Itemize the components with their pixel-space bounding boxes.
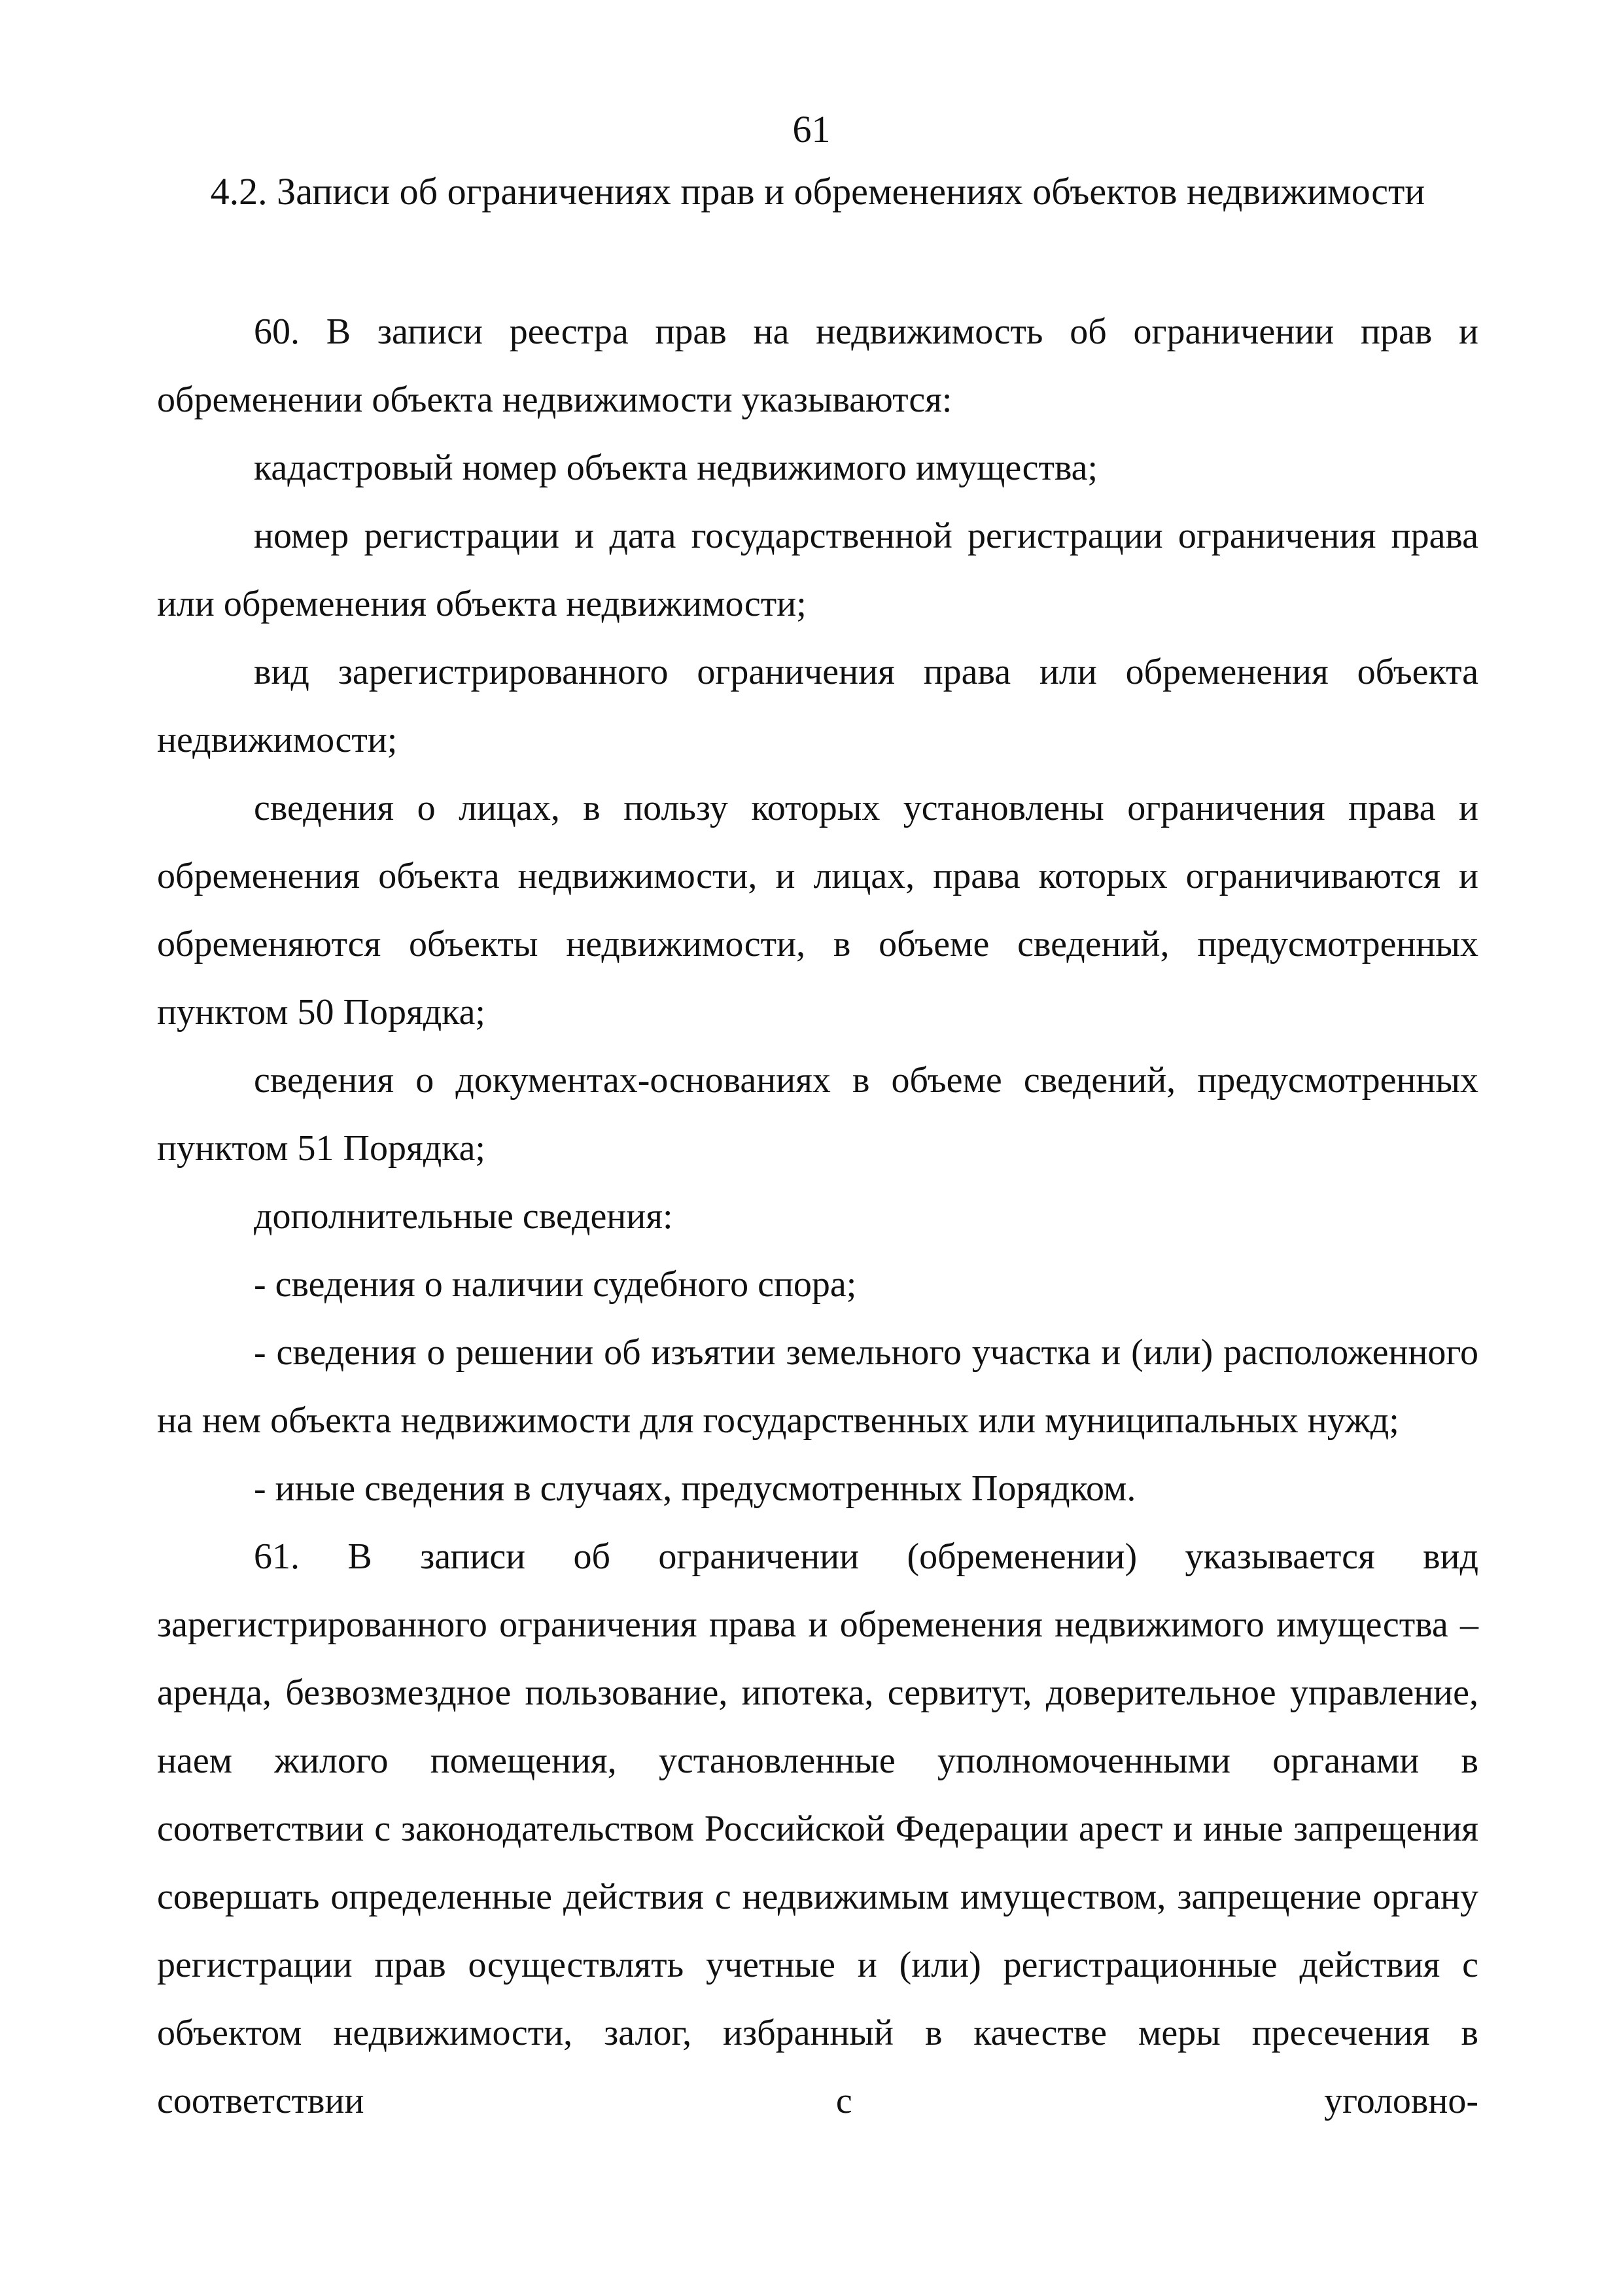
list-item: сведения о документах-основаниях в объеме сведений, предусмотренных пунктом 51 Порядка; — [157, 1060, 1478, 1169]
paragraph-61: 61. В записи об ограничении (обременении) указывается вид зарегистрированного ограничения права и обременения недвижимого имущества – аренда, безвозмездное пользование, ипотека, сервитут, доверительное управление, наем жилого помещения, установленные уполномоченными органами в соответствии с законодательством Российской Федерации арест и иные запрещения совершать определенные действия с недвижимым имуществом, запрещение органу регистрации прав осуществлять учетные и (или) регистрационные действия с объектом недвижимости, залог, избранный в качестве меры пресечения в соответствии с уголовно- — [157, 1536, 1478, 2121]
list-item: дополнительные сведения: — [254, 1196, 673, 1237]
list-item: вид зарегистрированного ограничения права или обременения объекта недвижимости; — [157, 652, 1478, 760]
list-item: сведения о лицах, в пользу которых установлены ограничения права и обременения объекта недвижимости, и лицах, права которых ограничиваются и обременяются объекты недвижимости, в объеме сведений, предусмотренных пунктом 50 Порядка; — [157, 788, 1478, 1033]
paragraph-60: 60. В записи реестра прав на недвижимость об ограничении прав и обременении объекта недвижимости указываются: — [157, 311, 1478, 420]
list-item: кадастровый номер объекта недвижимого имущества; — [254, 448, 1098, 488]
page-number: 61 — [792, 108, 831, 150]
document-body — [157, 298, 1478, 2135]
list-item: - иные сведения в случаях, предусмотренных Порядком. — [254, 1468, 1136, 1509]
list-item: номер регистрации и дата государственной регистрации ограничения права или обременения объекта недвижимости; — [157, 516, 1478, 624]
list-item: - сведения о решении об изъятии земельного участка и (или) расположенного на нем объекта недвижимости для государственных или муниципальных нужд; — [157, 1332, 1478, 1441]
list-item: - сведения о наличии судебного спора; — [254, 1264, 857, 1305]
section-title: 4.2. Записи об ограничениях прав и обременениях объектов недвижимости — [210, 170, 1425, 213]
